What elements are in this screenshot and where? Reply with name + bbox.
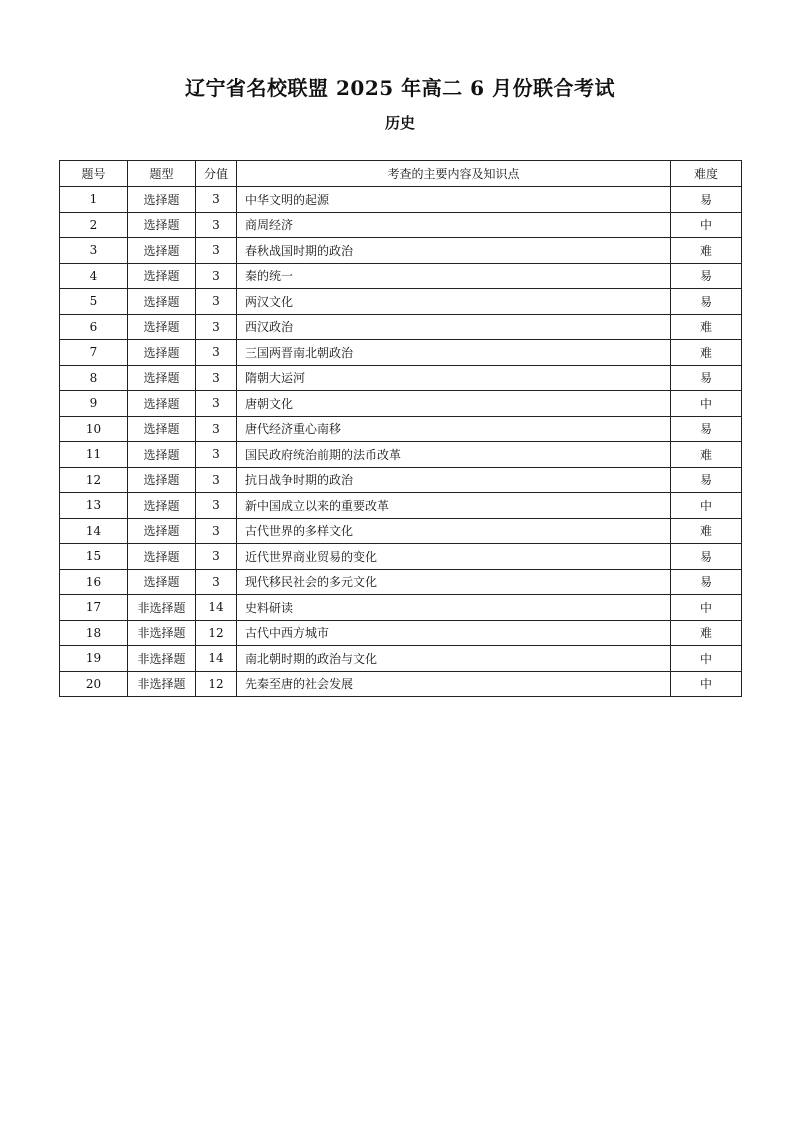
cell-score: 14 xyxy=(196,646,237,672)
table-row xyxy=(60,340,742,366)
subject-title: 历史 xyxy=(384,114,415,132)
cell-difficulty: 易 xyxy=(671,289,742,315)
cell-difficulty: 易 xyxy=(671,416,742,442)
cell-score: 3 xyxy=(196,416,237,442)
table-row xyxy=(60,569,742,595)
table-row xyxy=(60,289,742,315)
cell-number: 13 xyxy=(60,493,128,519)
cell-difficulty: 中 xyxy=(671,212,742,238)
cell-number: 2 xyxy=(60,212,128,238)
cell-difficulty: 易 xyxy=(671,365,742,391)
cell-type: 非选择题 xyxy=(128,620,196,646)
table-row xyxy=(60,416,742,442)
cell-score: 3 xyxy=(196,442,237,468)
cell-difficulty: 中 xyxy=(671,493,742,519)
table-row xyxy=(60,518,742,544)
table-row xyxy=(60,595,742,621)
knowledge-table xyxy=(59,160,742,697)
table-row xyxy=(60,314,742,340)
header-number: 题号 xyxy=(60,161,128,187)
cell-content: 唐代经济重心南移 xyxy=(237,416,671,442)
cell-difficulty: 易 xyxy=(671,467,742,493)
cell-score: 14 xyxy=(196,595,237,621)
cell-difficulty: 难 xyxy=(671,340,742,366)
cell-content: 商周经济 xyxy=(237,212,671,238)
cell-content: 先秦至唐的社会发展 xyxy=(237,671,671,697)
cell-content: 南北朝时期的政治与文化 xyxy=(237,646,671,672)
cell-type: 非选择题 xyxy=(128,646,196,672)
cell-type: 非选择题 xyxy=(128,595,196,621)
cell-content: 秦的统一 xyxy=(237,263,671,289)
table-row xyxy=(60,544,742,570)
cell-type: 选择题 xyxy=(128,493,196,519)
cell-content: 两汉文化 xyxy=(237,289,671,315)
cell-number: 1 xyxy=(60,187,128,213)
cell-score: 3 xyxy=(196,263,237,289)
cell-number: 16 xyxy=(60,569,128,595)
cell-difficulty: 中 xyxy=(671,671,742,697)
table-row xyxy=(60,238,742,264)
cell-number: 10 xyxy=(60,416,128,442)
cell-number: 19 xyxy=(60,646,128,672)
table-row xyxy=(60,493,742,519)
cell-number: 5 xyxy=(60,289,128,315)
cell-number: 6 xyxy=(60,314,128,340)
cell-content: 史料研读 xyxy=(237,595,671,621)
cell-difficulty: 难 xyxy=(671,518,742,544)
cell-number: 11 xyxy=(60,442,128,468)
cell-type: 选择题 xyxy=(128,340,196,366)
cell-difficulty: 中 xyxy=(671,595,742,621)
cell-number: 14 xyxy=(60,518,128,544)
cell-number: 3 xyxy=(60,238,128,264)
cell-score: 3 xyxy=(196,544,237,570)
header-content: 考查的主要内容及知识点 xyxy=(237,161,671,187)
cell-type: 选择题 xyxy=(128,212,196,238)
cell-type: 选择题 xyxy=(128,467,196,493)
cell-content: 国民政府统治前期的法币改革 xyxy=(237,442,671,468)
cell-type: 选择题 xyxy=(128,544,196,570)
cell-score: 3 xyxy=(196,569,237,595)
cell-score: 3 xyxy=(196,493,237,519)
cell-type: 选择题 xyxy=(128,391,196,417)
cell-content: 抗日战争时期的政治 xyxy=(237,467,671,493)
cell-content: 三国两晋南北朝政治 xyxy=(237,340,671,366)
cell-number: 20 xyxy=(60,671,128,697)
cell-score: 3 xyxy=(196,314,237,340)
table-header-row xyxy=(60,161,742,187)
cell-type: 选择题 xyxy=(128,263,196,289)
table-row xyxy=(60,187,742,213)
cell-score: 3 xyxy=(196,187,237,213)
cell-difficulty: 易 xyxy=(671,544,742,570)
cell-content: 古代世界的多样文化 xyxy=(237,518,671,544)
cell-difficulty: 难 xyxy=(671,620,742,646)
cell-content: 唐朝文化 xyxy=(237,391,671,417)
cell-type: 选择题 xyxy=(128,416,196,442)
cell-difficulty: 难 xyxy=(671,442,742,468)
cell-score: 3 xyxy=(196,340,237,366)
cell-score: 3 xyxy=(196,391,237,417)
cell-score: 3 xyxy=(196,289,237,315)
table-row xyxy=(60,646,742,672)
cell-content: 春秋战国时期的政治 xyxy=(237,238,671,264)
cell-number: 9 xyxy=(60,391,128,417)
cell-type: 选择题 xyxy=(128,238,196,264)
cell-score: 12 xyxy=(196,620,237,646)
cell-number: 4 xyxy=(60,263,128,289)
cell-difficulty: 易 xyxy=(671,569,742,595)
cell-difficulty: 难 xyxy=(671,238,742,264)
cell-content: 近代世界商业贸易的变化 xyxy=(237,544,671,570)
cell-number: 7 xyxy=(60,340,128,366)
table-row xyxy=(60,365,742,391)
cell-number: 18 xyxy=(60,620,128,646)
cell-content: 隋朝大运河 xyxy=(237,365,671,391)
table-row xyxy=(60,212,742,238)
table-row xyxy=(60,263,742,289)
cell-content: 古代中西方城市 xyxy=(237,620,671,646)
cell-type: 选择题 xyxy=(128,314,196,340)
cell-difficulty: 中 xyxy=(671,646,742,672)
document-title: 辽宁省名校联盟 2025 年高二 6 月份联合考试 xyxy=(185,76,615,100)
cell-type: 选择题 xyxy=(128,365,196,391)
cell-score: 3 xyxy=(196,238,237,264)
cell-score: 3 xyxy=(196,518,237,544)
cell-score: 3 xyxy=(196,467,237,493)
cell-content: 现代移民社会的多元文化 xyxy=(237,569,671,595)
cell-content: 西汉政治 xyxy=(237,314,671,340)
cell-type: 选择题 xyxy=(128,289,196,315)
header-type: 题型 xyxy=(128,161,196,187)
header-score: 分值 xyxy=(196,161,237,187)
table-row xyxy=(60,467,742,493)
cell-score: 3 xyxy=(196,212,237,238)
cell-difficulty: 中 xyxy=(671,391,742,417)
table-row xyxy=(60,671,742,697)
cell-score: 12 xyxy=(196,671,237,697)
cell-difficulty: 易 xyxy=(671,263,742,289)
cell-number: 17 xyxy=(60,595,128,621)
cell-score: 3 xyxy=(196,365,237,391)
cell-number: 12 xyxy=(60,467,128,493)
table-row xyxy=(60,442,742,468)
cell-number: 15 xyxy=(60,544,128,570)
cell-type: 选择题 xyxy=(128,518,196,544)
cell-content: 中华文明的起源 xyxy=(237,187,671,213)
cell-type: 非选择题 xyxy=(128,671,196,697)
cell-type: 选择题 xyxy=(128,569,196,595)
cell-difficulty: 难 xyxy=(671,314,742,340)
table-row xyxy=(60,620,742,646)
cell-type: 选择题 xyxy=(128,187,196,213)
cell-type: 选择题 xyxy=(128,442,196,468)
cell-number: 8 xyxy=(60,365,128,391)
table-row xyxy=(60,391,742,417)
cell-content: 新中国成立以来的重要改革 xyxy=(237,493,671,519)
cell-difficulty: 易 xyxy=(671,187,742,213)
header-difficulty: 难度 xyxy=(671,161,742,187)
